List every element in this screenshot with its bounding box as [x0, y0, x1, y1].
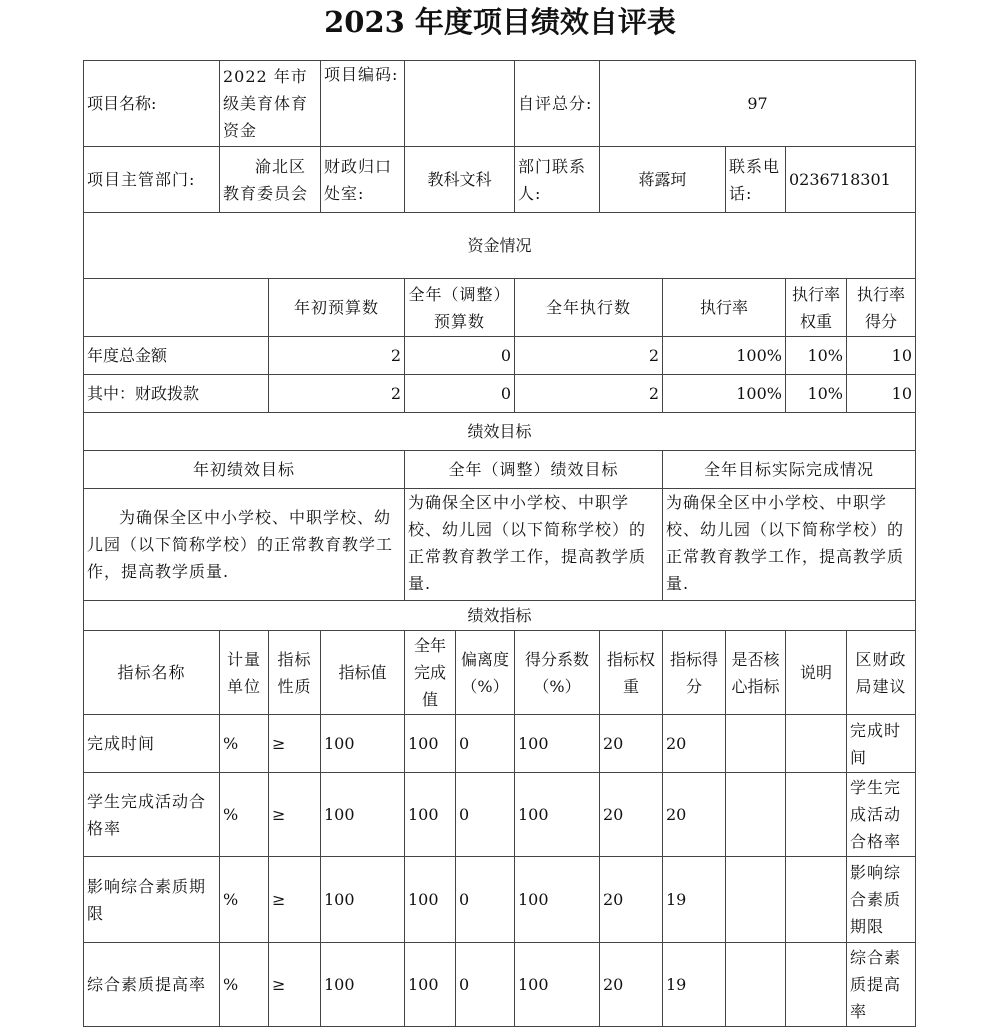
funds-header-blank: [84, 279, 269, 337]
funds-section-row: [84, 213, 916, 279]
project-name-value: 2022 年市级美育体育资金: [220, 61, 321, 147]
goals-header-row: [84, 451, 916, 489]
funds-header-rate: 执行率: [663, 279, 786, 337]
goals-actual-text: 为确保全区中小学校、中职学校、幼儿园（以下简称学校）的正常教育教学工作，提高教学质量.: [663, 489, 916, 601]
ind-nature: ≥: [269, 773, 321, 857]
ind-header-weight: 指标权重: [600, 631, 663, 715]
ind-advice: 完成时间: [847, 715, 916, 773]
funds-row-adjusted: 0: [405, 337, 515, 375]
ind-unit: %: [220, 773, 269, 857]
ind-name: 完成时间: [84, 715, 220, 773]
phone-label: 联系电话:: [726, 147, 786, 213]
ind-unit: %: [220, 857, 269, 943]
ind-core: [726, 857, 786, 943]
project-name-label: 项目名称:: [84, 61, 220, 147]
ind-unit: %: [220, 943, 269, 1027]
ind-weight: 20: [600, 857, 663, 943]
funds-header-executed: 全年执行数: [515, 279, 663, 337]
goals-header-adjusted: 全年（调整）绩效目标: [405, 451, 663, 489]
ind-deviation: 0: [456, 943, 515, 1027]
ind-advice: 影响综合素质期限: [847, 857, 916, 943]
indicators-header-row: [84, 631, 916, 715]
funds-row-adjusted: 0: [405, 375, 515, 413]
phone-value: 0236718301: [786, 147, 916, 213]
dept-value: 渝北区教育委员会: [220, 147, 321, 213]
ind-header-unit: 计量单位: [220, 631, 269, 715]
ind-nature: ≥: [269, 715, 321, 773]
goals-adjusted-text: 为确保全区中小学校、中职学校、幼儿园（以下简称学校）的正常教育教学工作，提高教学质量.: [405, 489, 663, 601]
funds-row-executed: 2: [515, 337, 663, 375]
ind-unit: %: [220, 715, 269, 773]
ind-weight: 20: [600, 773, 663, 857]
finance-office-label: 财政归口处室:: [321, 147, 405, 213]
ind-core: [726, 773, 786, 857]
ind-header-name: 指标名称: [84, 631, 220, 715]
contact-person-label: 部门联系人:: [515, 147, 600, 213]
ind-header-target: 指标值: [321, 631, 405, 715]
self-score-value: 97: [600, 61, 916, 147]
ind-coef: 100: [515, 715, 600, 773]
funds-row-label: 年度总金额: [84, 337, 269, 375]
funds-row: [84, 337, 916, 375]
ind-deviation: 0: [456, 715, 515, 773]
ind-actual: 100: [405, 943, 456, 1027]
ind-header-nature: 指标性质: [269, 631, 321, 715]
funds-row-rate: 100%: [663, 375, 786, 413]
ind-note: [786, 857, 847, 943]
indicator-row: [84, 773, 916, 857]
funds-header-weight: 执行率权重: [786, 279, 847, 337]
ind-weight: 20: [600, 715, 663, 773]
goals-text-row: [84, 489, 916, 601]
ind-score: 19: [663, 943, 726, 1027]
funds-row: [84, 375, 916, 413]
project-code-value: [405, 61, 515, 147]
dept-label: 项目主管部门:: [84, 147, 220, 213]
ind-nature: ≥: [269, 857, 321, 943]
ind-advice: 学生完成活动合格率: [847, 773, 916, 857]
ind-header-deviation: 偏离度（%）: [456, 631, 515, 715]
funds-header-row: [84, 279, 916, 337]
funds-header-budget: 年初预算数: [269, 279, 405, 337]
ind-core: [726, 943, 786, 1027]
funds-header-score: 执行率得分: [847, 279, 916, 337]
ind-deviation: 0: [456, 857, 515, 943]
goals-header-initial: 年初绩效目标: [84, 451, 405, 489]
ind-score: 20: [663, 773, 726, 857]
goals-header-actual: 全年目标实际完成情况: [663, 451, 916, 489]
goals-section-row: [84, 413, 916, 451]
ind-header-core: 是否核心指标: [726, 631, 786, 715]
ind-header-coef: 得分系数（%）: [515, 631, 600, 715]
ind-actual: 100: [405, 715, 456, 773]
ind-target: 100: [321, 857, 405, 943]
goals-initial-text: 为确保全区中小学校、中职学校、幼儿园（以下简称学校）的正常教育教学工作，提高教学质量.: [84, 489, 405, 601]
ind-score: 20: [663, 715, 726, 773]
ind-coef: 100: [515, 773, 600, 857]
funds-row-score: 10: [847, 375, 916, 413]
contact-person-value: 蒋露珂: [600, 147, 726, 213]
ind-name: 影响综合素质期限: [84, 857, 220, 943]
self-score-label: 自评总分:: [515, 61, 600, 147]
ind-name: 学生完成活动合格率: [84, 773, 220, 857]
funds-row-rate: 100%: [663, 337, 786, 375]
funds-row-label: 其中：财政拨款: [84, 375, 269, 413]
indicators-section-title: 绩效指标: [84, 601, 916, 631]
ind-header-actual: 全年完成值: [405, 631, 456, 715]
ind-nature: ≥: [269, 943, 321, 1027]
indicator-row: [84, 943, 916, 1027]
page-title: 2023 年度项目绩效自评表: [324, 5, 676, 39]
ind-note: [786, 943, 847, 1027]
funds-row-score: 10: [847, 337, 916, 375]
ind-actual: 100: [405, 773, 456, 857]
ind-actual: 100: [405, 857, 456, 943]
goals-section-title: 绩效目标: [84, 413, 916, 451]
ind-score: 19: [663, 857, 726, 943]
funds-row-weight: 10%: [786, 375, 847, 413]
ind-header-note: 说明: [786, 631, 847, 715]
funds-header-adjusted: 全年（调整）预算数: [405, 279, 515, 337]
ind-target: 100: [321, 715, 405, 773]
ind-note: [786, 773, 847, 857]
ind-advice: 综合素质提高率: [847, 943, 916, 1027]
funds-section-title: 资金情况: [84, 213, 916, 279]
funds-row-budget: 2: [269, 337, 405, 375]
funds-row-executed: 2: [515, 375, 663, 413]
header-row-project: [84, 61, 916, 147]
ind-weight: 20: [600, 943, 663, 1027]
ind-target: 100: [321, 943, 405, 1027]
funds-row-budget: 2: [269, 375, 405, 413]
funds-row-weight: 10%: [786, 337, 847, 375]
ind-header-advice: 区财政局建议: [847, 631, 916, 715]
ind-deviation: 0: [456, 773, 515, 857]
finance-office-value: 教科文科: [405, 147, 515, 213]
ind-core: [726, 715, 786, 773]
header-row-dept: [84, 147, 916, 213]
ind-header-score: 指标得分: [663, 631, 726, 715]
ind-target: 100: [321, 773, 405, 857]
ind-note: [786, 715, 847, 773]
performance-table: [83, 60, 916, 1027]
indicators-section-row: [84, 601, 916, 631]
project-code-label: 项目编码:: [321, 61, 405, 147]
indicator-row: [84, 857, 916, 943]
ind-coef: 100: [515, 857, 600, 943]
indicator-row: [84, 715, 916, 773]
ind-name: 综合素质提高率: [84, 943, 220, 1027]
ind-coef: 100: [515, 943, 600, 1027]
